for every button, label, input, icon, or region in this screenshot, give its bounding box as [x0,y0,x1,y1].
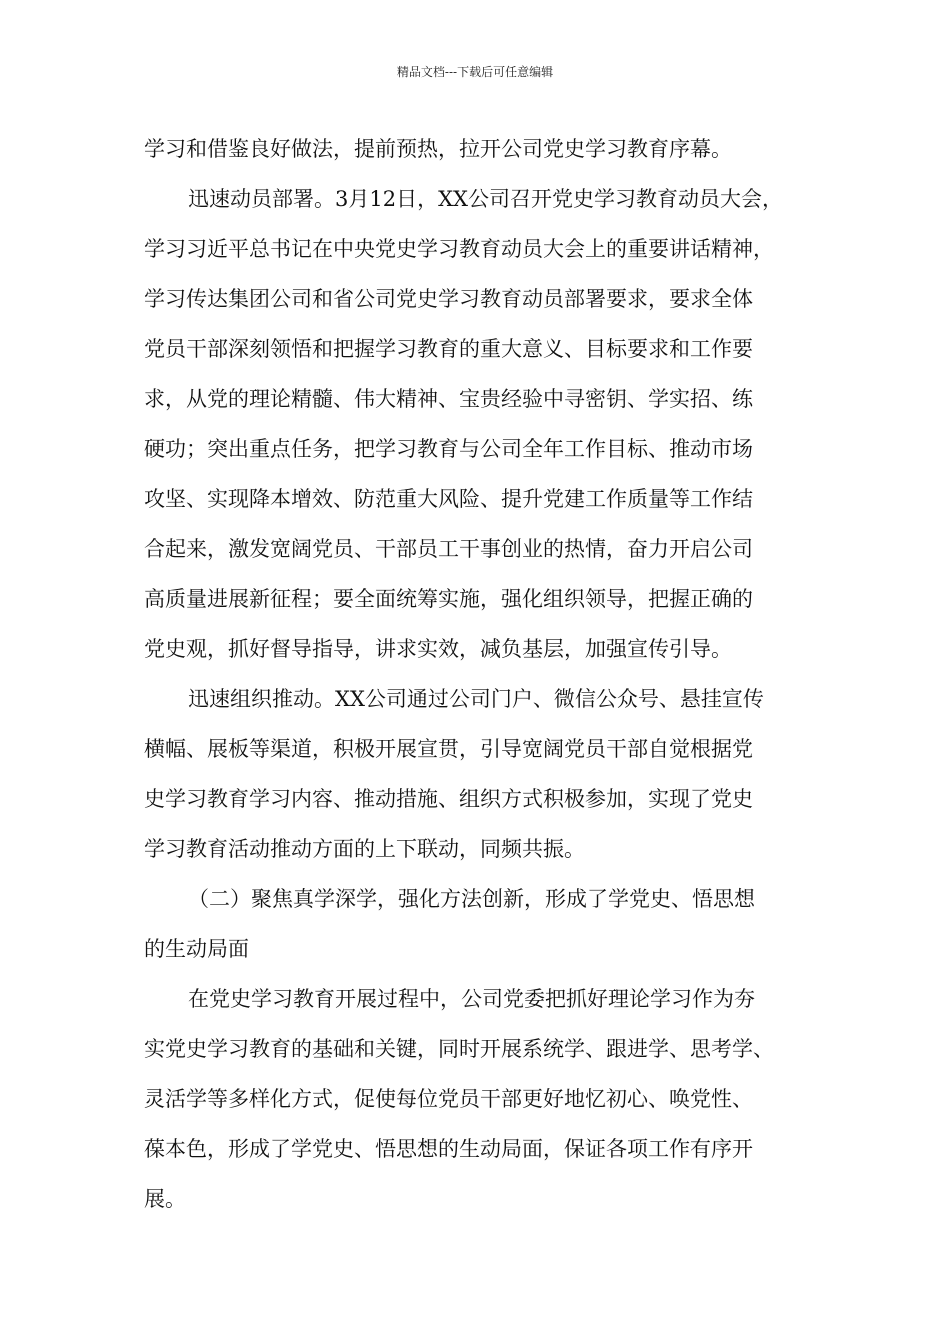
text-line: 灵活学等多样化方式，促使每位党员干部更好地忆初心、唤党性、 [144,1087,753,1111]
text-line: 党史观，抓好督导指导，讲求实效，减负基层，加强宣传引导。 [144,637,732,661]
document-body [144,124,836,1224]
page-header: 精品文档---下载后可任意编辑 [396,65,554,79]
text-line: 实党史学习教育的基础和关键，同时开展系统学、跟进学、思考学、 [144,1037,774,1061]
section-heading-line: 的生动局面 [144,937,249,961]
paragraph-start-line: 迅速组织推动。XX公司通过公司门户、微信公众号、悬挂宣传 [188,687,764,711]
paragraph-start-line: 在党史学习教育开展过程中，公司党委把抓好理论学习作为夯 [188,987,755,1011]
text-line: 党员干部深刻领悟和把握学习教育的重大意义、目标要求和工作要 [144,337,753,361]
section-heading-line: （二）聚焦真学深学，强化方法创新，形成了学党史、悟思想 [188,887,755,911]
text-line: 学习习近平总书记在中央党史学习教育动员大会上的重要讲话精神， [144,237,774,261]
text-line: 葆本色，形成了学党史、悟思想的生动局面，保证各项工作有序开 [144,1137,753,1161]
text-line: 攻坚、实现降本增效、防范重大风险、提升党建工作质量等工作结 [144,487,753,511]
text-line: 求，从党的理论精髓、伟大精神、宝贵经验中寻密钥、学实招、练 [144,387,753,411]
text-line: 学习教育活动推动方面的上下联动，同频共振。 [144,837,585,861]
text-line: 展。 [144,1187,186,1211]
text-line: 学习和借鉴良好做法，提前预热，拉开公司党史学习教育序幕。 [144,137,732,161]
text-line: 学习传达集团公司和省公司党史学习教育动员部署要求，要求全体 [144,287,753,311]
text-line: 横幅、展板等渠道，积极开展宣贯，引导宽阔党员干部自觉根据党 [144,737,753,761]
text-line: 史学习教育学习内容、推动措施、组织方式积极参加，实现了党史 [144,787,753,811]
text-line: 硬功；突出重点任务，把学习教育与公司全年工作目标、推动市场 [144,437,753,461]
text-line: 合起来，激发宽阔党员、干部员工干事创业的热情，奋力开启公司 [144,537,753,561]
text-line: 高质量进展新征程；要全面统筹实施，强化组织领导，把握正确的 [144,587,753,611]
paragraph-start-line: 迅速动员部署。3月12日，XX公司召开党史学习教育动员大会， [188,187,783,211]
